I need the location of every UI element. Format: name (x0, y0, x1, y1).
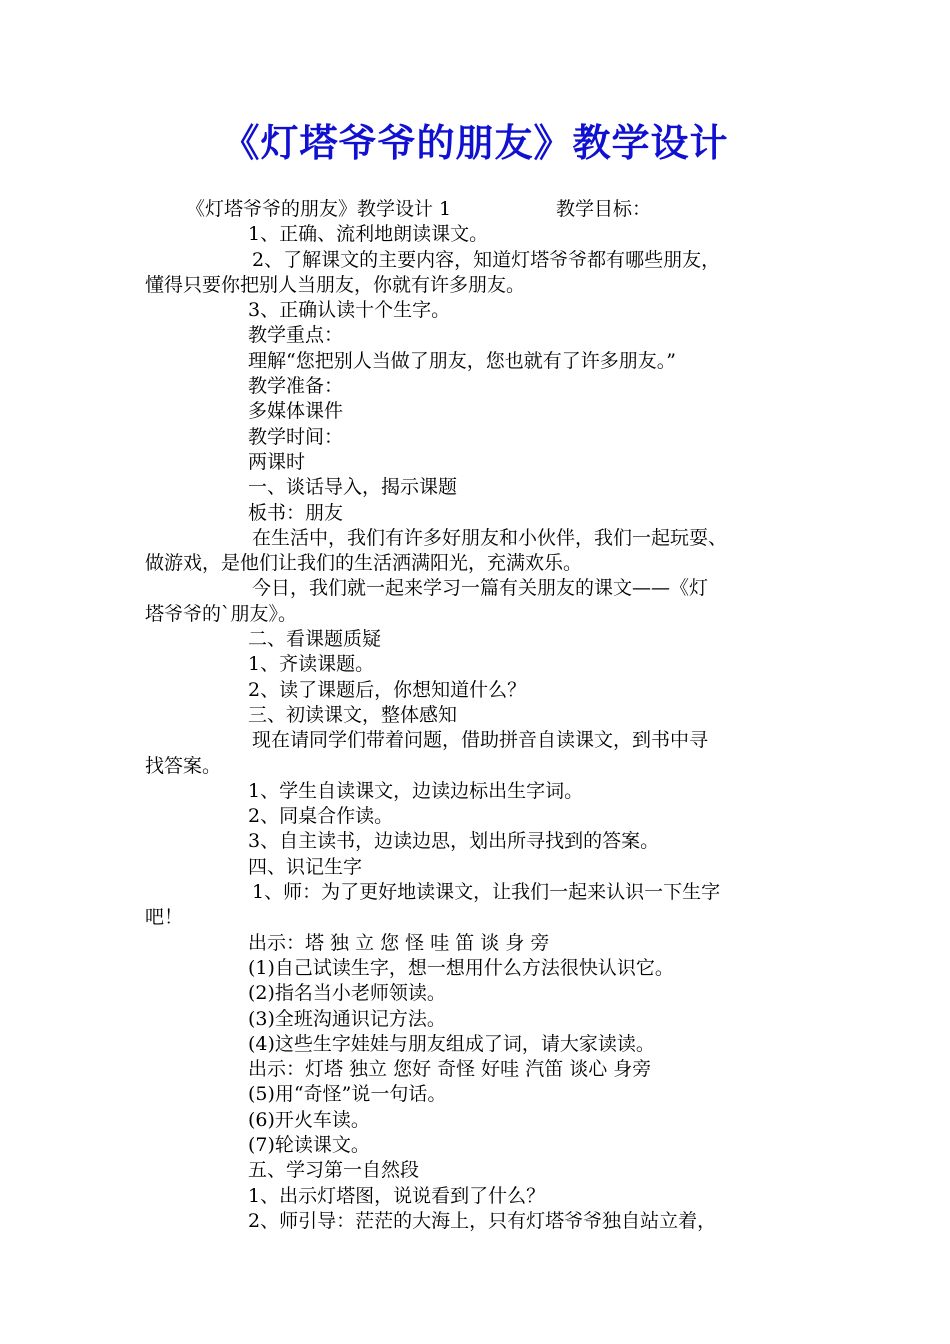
line-text: 找答案。 (145, 754, 222, 777)
paragraph-line (0, 374, 950, 399)
line-text: 五、学习第一自然段 (248, 1159, 420, 1182)
paragraph-line (0, 804, 950, 829)
line-text: 多媒体课件 (248, 400, 344, 423)
line-text: 四、识记生字 (248, 855, 363, 878)
paragraph-line (0, 1133, 950, 1158)
header-line (0, 197, 950, 222)
section-heading (0, 475, 950, 500)
paragraph-line (0, 1108, 950, 1133)
line-text: 3、正确认读十个生字。 (248, 299, 451, 322)
line-text: 理解“您把别人当做了朋友，您也就有了许多朋友。” (248, 349, 676, 372)
line-text: 教学准备： (248, 375, 344, 398)
line-text: 1、出示灯塔图，说说看到了什么？ (248, 1184, 546, 1207)
line-text: (1)自己试读生字，想一想用什么方法很快认识它。 (248, 956, 674, 979)
line-text: 做游戏，是他们让我们的生活洒满阳光，充满欢乐。 (145, 552, 583, 575)
line-text: 塔爷爷的`朋友》。 (145, 602, 298, 625)
line-text: 2、同桌合作读。 (248, 805, 394, 828)
line-text: 2、读了课题后，你想知道什么？ (248, 678, 527, 701)
line-text: 今日，我们就一起来学习一篇有关朋友的课文——《灯 (252, 577, 709, 600)
paragraph-line (0, 273, 950, 298)
paragraph-line (0, 678, 950, 703)
paragraph-line (0, 501, 950, 526)
line-text: (2)指名当小老师领读。 (248, 982, 446, 1005)
paragraph-line (0, 399, 950, 424)
paragraph-line (0, 905, 950, 930)
line-text: 2、了解课文的主要内容，知道灯塔爷爷都有哪些朋友， (252, 248, 721, 271)
line-text: 1、学生自读课文，边读边标出生字词。 (248, 779, 584, 802)
line-text: 教学时间： (248, 425, 344, 448)
line-text: 二、看课题质疑 (248, 628, 382, 651)
paragraph-line (0, 931, 950, 956)
line-text: 一、谈话导入，揭示课题 (248, 476, 458, 499)
line-text: 懂得只要你把别人当朋友，你就有许多朋友。 (145, 273, 526, 296)
line-text: 出示：灯塔 独立 您好 奇怪 好哇 汽笛 谈心 身旁 (248, 1058, 652, 1081)
paragraph-line (0, 880, 950, 905)
line-text: (7)轮读课文。 (248, 1133, 370, 1156)
line-text: 在生活中，我们有许多好朋友和小伙伴，我们一起玩耍、 (252, 526, 728, 549)
paragraph-line (0, 526, 950, 551)
paragraph-line (0, 981, 950, 1006)
header-right-text: 教学目标： (556, 198, 652, 220)
paragraph-line (0, 602, 950, 627)
paragraph-line (0, 323, 950, 348)
section-heading (0, 1158, 950, 1183)
line-text: 1、齐读课题。 (248, 653, 375, 676)
paragraph-line (0, 652, 950, 677)
line-text: 三、初读课文，整体感知 (248, 703, 458, 726)
paragraph-line (0, 1057, 950, 1082)
header-left-text: 《灯塔爷爷的朋友》教学设计 1 (186, 198, 452, 220)
line-text: 2、师引导：茫茫的大海上，只有灯塔爷爷独自站立着， (248, 1209, 717, 1232)
paragraph-line (0, 728, 950, 753)
line-text: 板书：朋友 (248, 501, 344, 524)
section-heading (0, 703, 950, 728)
paragraph-line (0, 829, 950, 854)
line-text: 出示：塔 独 立 您 怪 哇 笛 谈 身 旁 (248, 931, 550, 954)
paragraph-line (0, 1209, 950, 1234)
line-text: 1、师：为了更好地读课文，让我们一起来认识一下生字 (252, 881, 721, 904)
line-text: (4)这些生字娃娃与朋友组成了词，请大家读读。 (248, 1032, 655, 1055)
paragraph-line (0, 551, 950, 576)
line-text: (5)用“奇怪”说一句话。 (248, 1083, 447, 1106)
paragraph-line (0, 1184, 950, 1209)
paragraph-line (0, 576, 950, 601)
line-text: 3、自主读书，边读边思，划出所寻找到的答案。 (248, 830, 660, 853)
section-heading (0, 627, 950, 652)
paragraph-line (0, 956, 950, 981)
document-title: 《灯塔爷爷的朋友》教学设计 (221, 121, 729, 165)
paragraph-line (0, 222, 950, 247)
paragraph-line (0, 754, 950, 779)
paragraph-line (0, 1082, 950, 1107)
paragraph-line (0, 1032, 950, 1057)
paragraph-line (0, 779, 950, 804)
paragraph-line (0, 425, 950, 450)
paragraph-line (0, 298, 950, 323)
paragraph-line (0, 1007, 950, 1032)
line-text: 教学重点： (248, 324, 344, 347)
line-text: 现在请同学们带着问题，借助拼音自读课文，到书中寻 (252, 729, 709, 752)
paragraph-line (0, 450, 950, 475)
line-text: (3)全班沟通识记方法。 (248, 1007, 446, 1030)
paragraph-line (0, 349, 950, 374)
line-text: 两课时 (248, 450, 306, 473)
paragraph-line (0, 248, 950, 273)
line-text: 1、正确、流利地朗读课文。 (248, 223, 489, 246)
document-body (0, 197, 950, 1234)
section-heading (0, 855, 950, 880)
line-text: 吧！ (145, 906, 184, 929)
line-text: (6)开火车读。 (248, 1108, 370, 1131)
